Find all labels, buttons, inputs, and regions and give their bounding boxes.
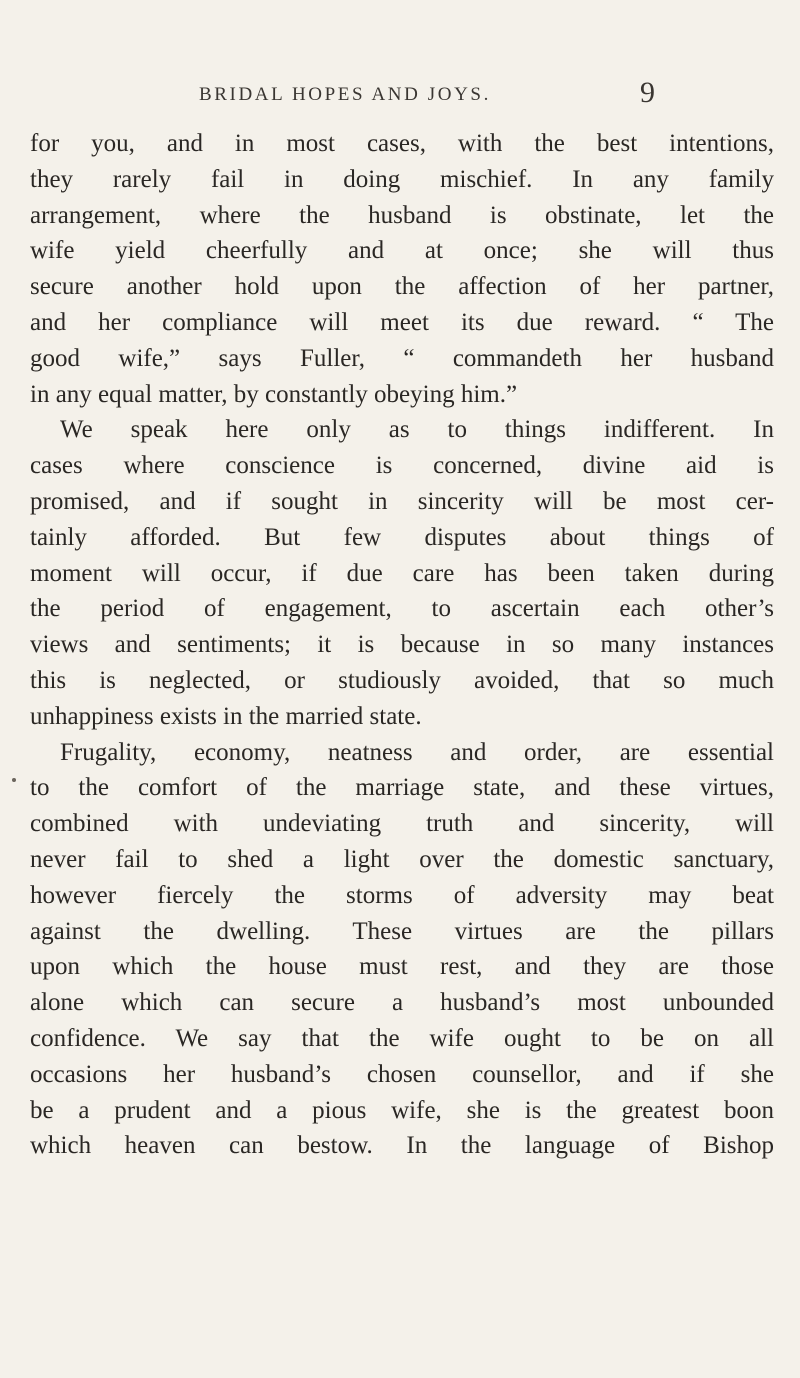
text-line: to the comfort of the marriage state, and these virtues, [30, 774, 774, 802]
text-line: confidence. We say that the wife ought to be on all [30, 1024, 774, 1052]
text-line: the period of engagement, to ascertain each other’s [30, 595, 774, 623]
text-line: promised, and if sought in sincerity will be most cer- [30, 487, 774, 515]
text-line: We speak here only as to things indifferent. In [60, 416, 774, 444]
text-line: combined with undeviating truth and sincerity, will [30, 810, 774, 838]
text-line: be a prudent and a pious wife, she is the greatest boon [30, 1096, 774, 1124]
text-line: however fiercely the storms of adversity may beat [30, 881, 774, 909]
text-line: views and sentiments; it is because in so many instances [30, 631, 774, 659]
text-line: arrangement, where the husband is obstinate, let the [30, 201, 774, 229]
text-line: moment will occur, if due care has been taken during [30, 559, 774, 587]
text-line: upon which the house must rest, and they are those [30, 953, 774, 981]
body-text [30, 126, 774, 1164]
text-line: unhappiness exists in the married state. [30, 702, 422, 730]
text-line: for you, and in most cases, with the best intentions, [30, 130, 774, 157]
text-line: tainly afforded. But few disputes about things of [30, 523, 774, 551]
text-line: against the dwelling. These virtues are the pillars [30, 917, 774, 945]
text-line: alone which can secure a husband’s most unbounded [30, 989, 774, 1017]
text-line: they rarely fail in doing mischief. In any family [30, 165, 774, 193]
text-line: in any equal matter, by constantly obeying him.” [30, 380, 518, 408]
text-line: Frugality, economy, neatness and order, are essential [60, 738, 774, 766]
page-number: 9 [640, 76, 655, 109]
text-line: occasions her husband’s chosen counsellor, and if she [30, 1060, 774, 1088]
text-line: and her compliance will meet its due reward. “ The [30, 308, 774, 336]
text-line: good wife,” says Fuller, “ commandeth her husband [30, 344, 774, 372]
margin-mark [12, 778, 16, 782]
running-head [0, 78, 800, 118]
text-line: never fail to shed a light over the domestic sanctuary, [30, 845, 774, 873]
text-line: this is neglected, or studiously avoided, that so much [30, 666, 774, 694]
running-title: BRIDAL HOPES AND JOYS. [199, 84, 491, 105]
text-line: which heaven can bestow. In the language of Bishop [30, 1132, 774, 1160]
text-line: cases where conscience is concerned, divine aid is [30, 452, 774, 480]
text-line: secure another hold upon the affection of her partner, [30, 273, 774, 301]
text-line: wife yield cheerfully and at once; she will thus [30, 237, 774, 265]
